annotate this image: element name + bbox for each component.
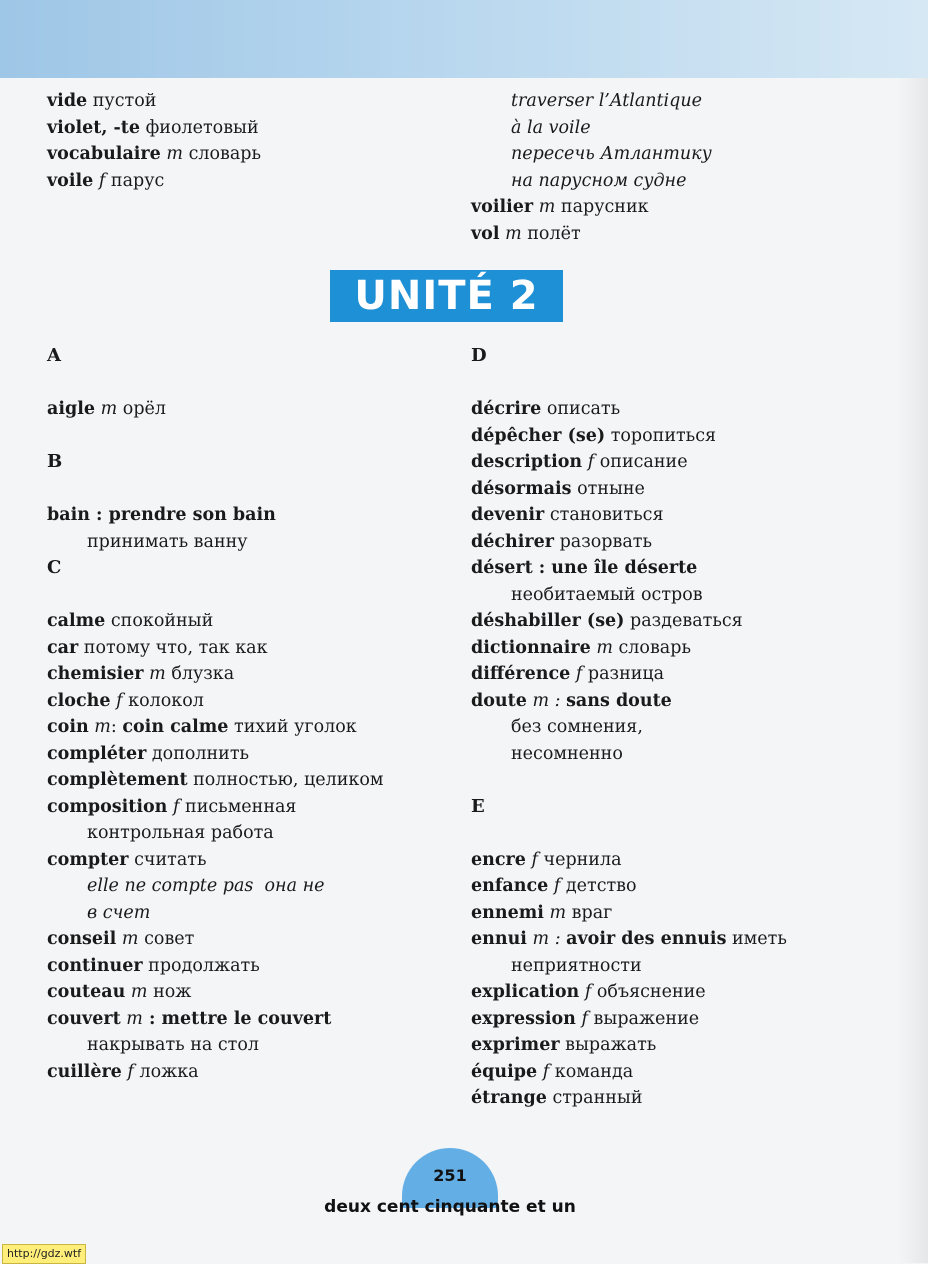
entry-vol: vol m полёт — [471, 223, 581, 244]
page-number-words: deux cent cinquante et un — [324, 1197, 576, 1217]
entry-equipe: équipe f команда — [471, 1061, 634, 1082]
entry-desert: désert : une île déserte — [471, 558, 698, 578]
entry-completer: compléter дополнить — [47, 743, 250, 764]
entry-conseil: conseil m совет — [47, 929, 195, 949]
entry-composition: composition f письменная — [47, 796, 297, 817]
entry-decrire: décrire описать — [471, 399, 621, 419]
section-letter-b: B — [47, 451, 63, 472]
entry-calme: calme спокойный — [47, 611, 214, 631]
entry-violet: violet, -te фиолетовый — [47, 117, 259, 138]
entry-ennemi: ennemi m враг — [471, 902, 613, 923]
entry-couteau: couteau m нож — [47, 982, 192, 1002]
entry-doute-translation-cont: несомненно — [511, 743, 623, 764]
section-letter-e: E — [471, 795, 485, 817]
section-letter-d: D — [471, 345, 487, 366]
example-ru-line-2: на парусном судне — [511, 170, 687, 191]
entry-completement: complètement полностью, целиком — [47, 770, 384, 790]
entry-doute-translation: без сомнения, — [511, 717, 643, 737]
entry-devenir: devenir становиться — [471, 505, 664, 525]
entry-couvert: couvert m : mettre le couvert — [47, 1008, 332, 1029]
entry-car: car потому что, так как — [47, 637, 268, 658]
entry-difference: différence f разница — [471, 664, 665, 684]
entry-chemisier: chemisier m блузка — [47, 664, 235, 684]
example-ru-line-1: пересечь Атлантику — [511, 144, 712, 164]
right-column — [471, 88, 911, 1112]
entry-exprimer: exprimer выражать — [471, 1035, 657, 1055]
example-fr-line-2: à la voile — [511, 117, 591, 138]
entry-desormais: désormais отныне — [471, 478, 645, 499]
entry-cuillere: cuillère f ложка — [47, 1061, 199, 1082]
section-letter-c: C — [47, 557, 62, 578]
entry-explication: explication f объяснение — [471, 982, 706, 1002]
entry-cloche: cloche f колокол — [47, 690, 204, 711]
entry-etrange: étrange странный — [471, 1088, 643, 1108]
entry-aigle: aigle m орёл — [47, 399, 166, 419]
entry-vide: vide пустой — [47, 91, 157, 111]
entry-ennui-translation-cont: неприятности — [511, 955, 642, 976]
entry-deshabiller: déshabiller (se) раздеваться — [471, 611, 743, 631]
entry-dictionnaire: dictionnaire m словарь — [471, 637, 691, 658]
entry-compter: compter считать — [47, 849, 207, 870]
entry-doute: doute m : sans doute — [471, 690, 672, 711]
watermark-link[interactable]: http://gdz.wtf — [2, 1244, 86, 1264]
left-column — [47, 88, 437, 1085]
page-header-band — [0, 0, 928, 78]
entry-vocabulaire: vocabulaire m словарь — [47, 144, 262, 164]
entry-dechirer: déchirer разорвать — [471, 531, 652, 552]
entry-enfance: enfance f детство — [471, 876, 637, 896]
entry-couvert-translation: накрывать на стол — [87, 1035, 260, 1055]
entry-bain-translation: принимать ванну — [87, 531, 248, 552]
entry-ennui: ennui m : avoir des ennuis иметь — [471, 929, 787, 949]
entry-description: description f описание — [471, 452, 688, 472]
entry-compter-example-cont: в счет — [87, 902, 151, 923]
entry-compter-example: elle ne compte pas она не — [87, 876, 325, 896]
entry-continuer: continuer продолжать — [47, 955, 260, 976]
example-fr-line-1: traverser l’Atlantique — [511, 91, 702, 111]
entry-desert-translation: необитаемый остров — [511, 584, 703, 605]
entry-composition-translation-cont: контрольная работа — [87, 823, 274, 843]
entry-encre: encre f чернила — [471, 849, 622, 870]
section-letter-a: A — [47, 345, 61, 366]
unit-title-banner: UNITÉ 2 — [330, 270, 563, 322]
page-number: 251 — [433, 1166, 467, 1185]
entry-voilier: voilier m парусник — [471, 197, 649, 217]
entry-bain: bain : prendre son bain — [47, 505, 276, 525]
entry-depecher: dépêcher (se) торопиться — [471, 425, 717, 446]
entry-coin: coin m: coin calme тихий уголок — [47, 717, 357, 737]
entry-expression: expression f выражение — [471, 1008, 700, 1029]
entry-voile: voile f парус — [47, 170, 165, 191]
